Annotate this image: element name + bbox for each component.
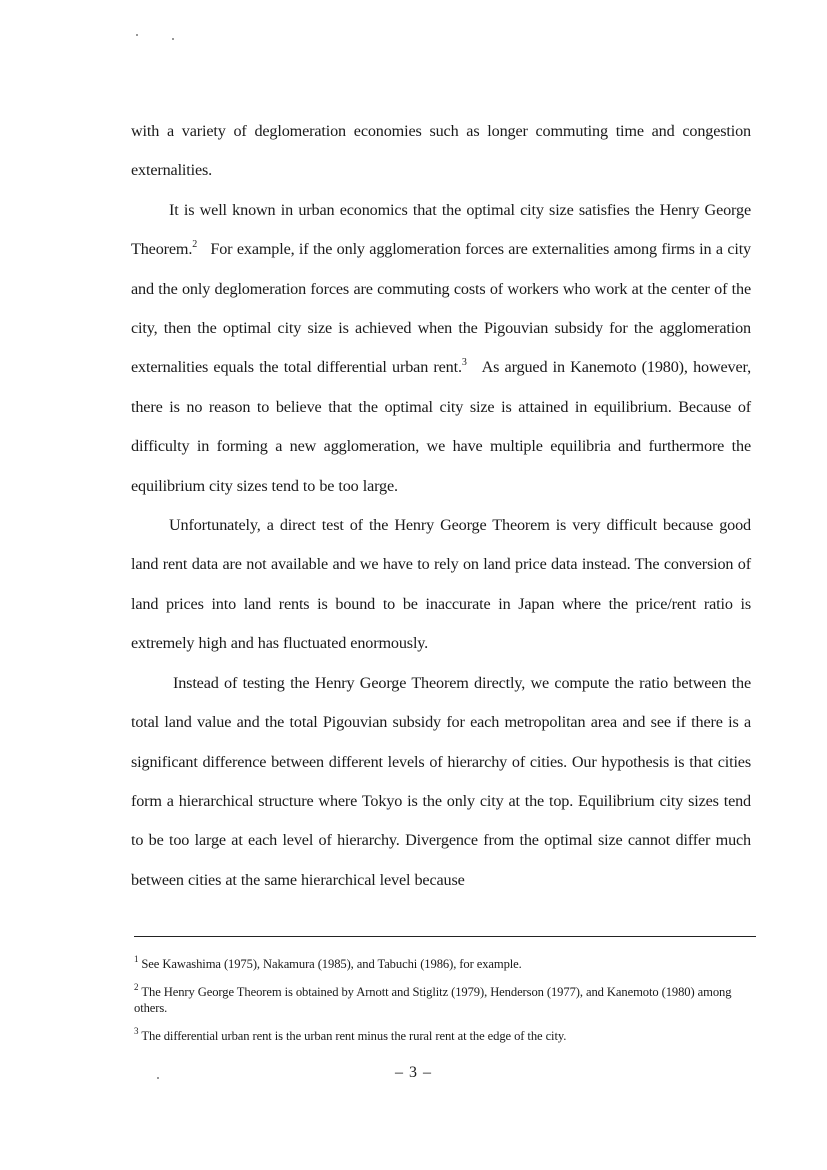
- footnote-number: 2: [134, 981, 139, 992]
- paragraph-text: As argued in Kanemoto (1980), however, there is no reason to believe that the optimal city size is attained in equilibrium. Because of difficulty in forming a new agglomeration, we have multiple equilibria and furthermore the equilibrium city sizes tend to be too large.: [131, 358, 751, 495]
- paragraph-text: For example, if the only agglomeration forces are externalities among firms in a city and the only deglomeration forces are commuting costs of workers who work at the center of the city, then the optimal city size is achieved when the Pigouvian subsidy for the agglomeration externalities equals the total differential urban rent.: [131, 240, 751, 377]
- paragraph-text: Instead of testing the Henry George Theorem directly, we compute the ratio between the total land value and the total Pigouvian subsidy for each metropolitan area and see if there is a significant difference between different levels of hierarchy of cities. Our hypothesis is that cities form a hierarchical structure where Tokyo is the only city at the top. Equilibrium city sizes tend to be too large at each level of hierarchy. Divergence from the optimal size cannot differ much between cities at the same hierarchical level because: [131, 673, 751, 889]
- paragraph-text: with a variety of deglomeration economies such as longer commuting time and congestion externalities.: [131, 122, 751, 180]
- page-number: – 3 –: [395, 1064, 432, 1081]
- paragraph-continuation: [131, 112, 751, 191]
- scan-speck: [136, 34, 138, 36]
- paragraph-text: It is well known in urban economics that the optimal city size satisfies the Henry George Theorem.: [131, 200, 751, 259]
- footnote-number: 3: [134, 1025, 139, 1036]
- footnote-text: See Kawashima (1975), Nakamura (1985), and Tabuchi (1986), for example.: [141, 957, 522, 971]
- footnote-number: 1: [134, 953, 139, 964]
- footnotes: [134, 953, 756, 1056]
- footnote-marker: 3: [461, 357, 467, 369]
- footnote-marker: 2: [192, 238, 198, 250]
- paragraph-hypothesis: [131, 664, 751, 900]
- footnote-text: The differential urban rent is the urban rent minus the rural rent at the edge of the city.: [141, 1029, 567, 1043]
- footnote: [134, 981, 756, 1016]
- body-text: [131, 112, 751, 900]
- paragraph-text: Unfortunately, a direct test of the Henry George Theorem is very difficult because good land rent data are not available and we have to rely on land price data instead. The conversion of land prices into land rents is bound to be inaccurate in Japan where the price/rent ratio is extremely high and has fluctuated enormously.: [131, 516, 751, 653]
- footnote-separator: [134, 936, 756, 937]
- footnote: [134, 1025, 756, 1044]
- paragraph-direct-test: [131, 506, 751, 664]
- scan-speck: [172, 38, 174, 40]
- footnote-text: The Henry George Theorem is obtained by Arnott and Stiglitz (1979), Henderson (1977), and Kanemoto (1980) among others.: [134, 985, 732, 1015]
- footnote: [134, 953, 756, 972]
- paragraph-henry-george: [131, 191, 751, 506]
